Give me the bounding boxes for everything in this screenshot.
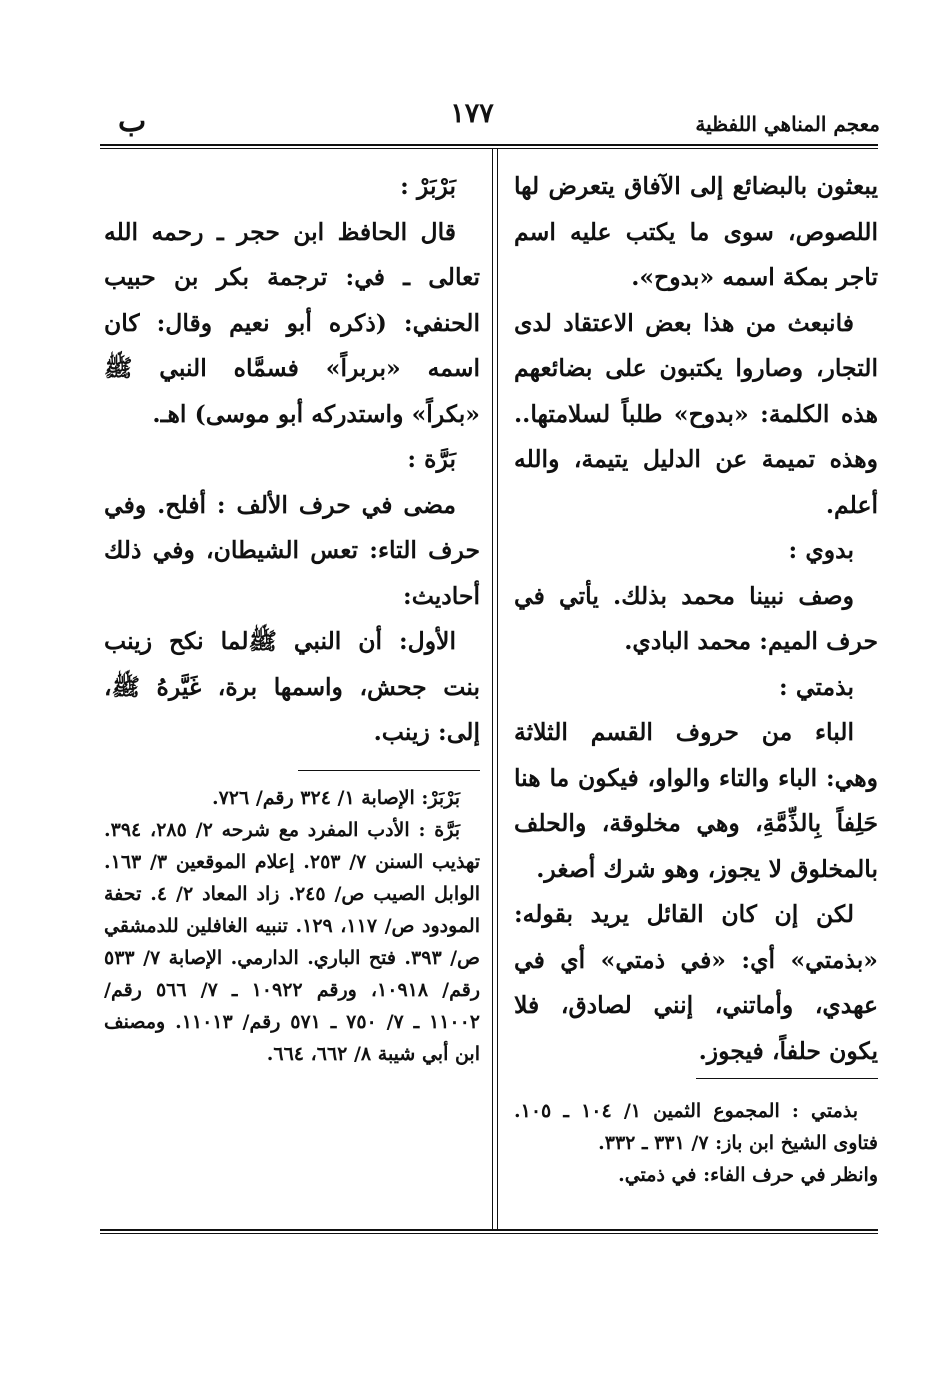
footnote-rule	[298, 770, 480, 771]
paragraph: فانبعث من هذا بعض الاعتقاد لدى التجار، وصاروا يكتبون على بضائعهم هذه الكلمة: «بدوح» طلباً لسلامتها.. وهذه تميمة عن الدليل يتيمة، والله أعلم.	[514, 308, 878, 519]
paragraph: مضى في حرف الألف : أفلح. وفي حرف التاء: تعس الشيطان، وفي ذلك أحاديث:	[104, 490, 480, 610]
section-letter: ب	[118, 104, 147, 139]
footnote: بَرْبَرْ: الإصابة ١/ ٣٢٤ رقم/ ٧٢٦.	[211, 787, 460, 809]
footnote: وانظر في حرف الفاء: في ذمتي.	[618, 1164, 878, 1186]
running-title: معجم المناهي اللفظية	[695, 112, 880, 136]
paragraph: قال الحافظ ابن حجر ـ رحمه الله تعالى ـ في: ترجمة بكر بن حبيب الحنفي: (ذكره أبو نعيم وقال: كان اسمه «بربراً» فسمَّاه النبي ﷺ «بكراً» واستدركه أبو موسى) اهـ.	[104, 217, 480, 428]
column-divider	[492, 148, 498, 1230]
paragraph: يبعثون بالبضائع إلى الآفاق يتعرض لها اللصوص، سوى ما يكتب عليه اسم تاجر بمكة اسمه «بدوح».	[514, 172, 878, 291]
entry-heading: بَرَّة :	[407, 445, 456, 473]
footer-rule	[100, 1229, 878, 1231]
right-footnotes	[514, 1095, 878, 1191]
footer-rule-thin	[100, 1233, 878, 1234]
header-rule-thin	[100, 148, 878, 149]
page-number: ١٧٧	[450, 98, 494, 129]
footnote-rule	[696, 1078, 878, 1079]
paragraph: وصف نبينا محمد بذلك. يأتي في حرف الميم: محمد البادي.	[514, 581, 878, 655]
header-rule	[100, 144, 878, 146]
left-column	[104, 164, 480, 756]
entry-heading: بدوي :	[788, 536, 854, 564]
footnote: بَرَّة : الأدب المفرد مع شرحه ٢/ ٢٨٥، ٣٩٤. تهذيب السنن ٧/ ٢٥٣. إعلام الموقعين ٣/ ١٦٣. الوابل الصيب ص/ ٢٤٥. زاد المعاد ٢/ ٤. تحفة المودود ص/ ١١٧، ١٢٩. تنبيه الغافلين للدمشقي ص/ ٣٩٣. فتح الباري. الدارمي. الإصابة ٧/ ٥٣٣ رقم/ ١٠٩١٨، ورقم ١٠٩٢٢ ـ ٧/ ٥٦٦ رقم/ ١١٠٠٢ ـ ٧/ ٧٥٠ ـ ٥٧١ رقم/ ١١٠١٣. ومصنف ابن أبي شيبة ٨/ ٦٦٢، ٦٦٤.	[104, 819, 481, 1065]
paragraph: لكن إن كان القائل يريد بقوله: «بذمتي» أي: «في ذمتي» أي في عهدي، وأماتني، إنني لصادق، فلا يكون حلفاً، فيجوز.	[514, 900, 878, 1065]
paragraph: الأول: أن النبي ﷺلما نكح زينب بنت جحش، واسمها برة، غَيَّرهُ ﷺ، إلى: زينب.	[104, 627, 480, 746]
footnote: بذمتي : المجموع الثمين ١/ ١٠٤ ـ ١٠٥. فتاوى الشيخ ابن باز: ٧/ ٣٣١ ـ ٣٣٢.	[514, 1100, 878, 1154]
paragraph: الباء من حروف القسم الثلاثة وهي: الباء والتاء والواو، فيكون ما هنا حَلِفاً بِالذِّمَّةِ، وهي مخلوقة، والحلف بالمخلوق لا يجوز، وهو شرك أصغر.	[514, 718, 878, 883]
entry-heading: بَرْبَرْ :	[400, 172, 456, 200]
right-column	[514, 164, 878, 1074]
entry-heading: بذمتي :	[779, 672, 854, 701]
left-footnotes	[104, 782, 480, 1070]
